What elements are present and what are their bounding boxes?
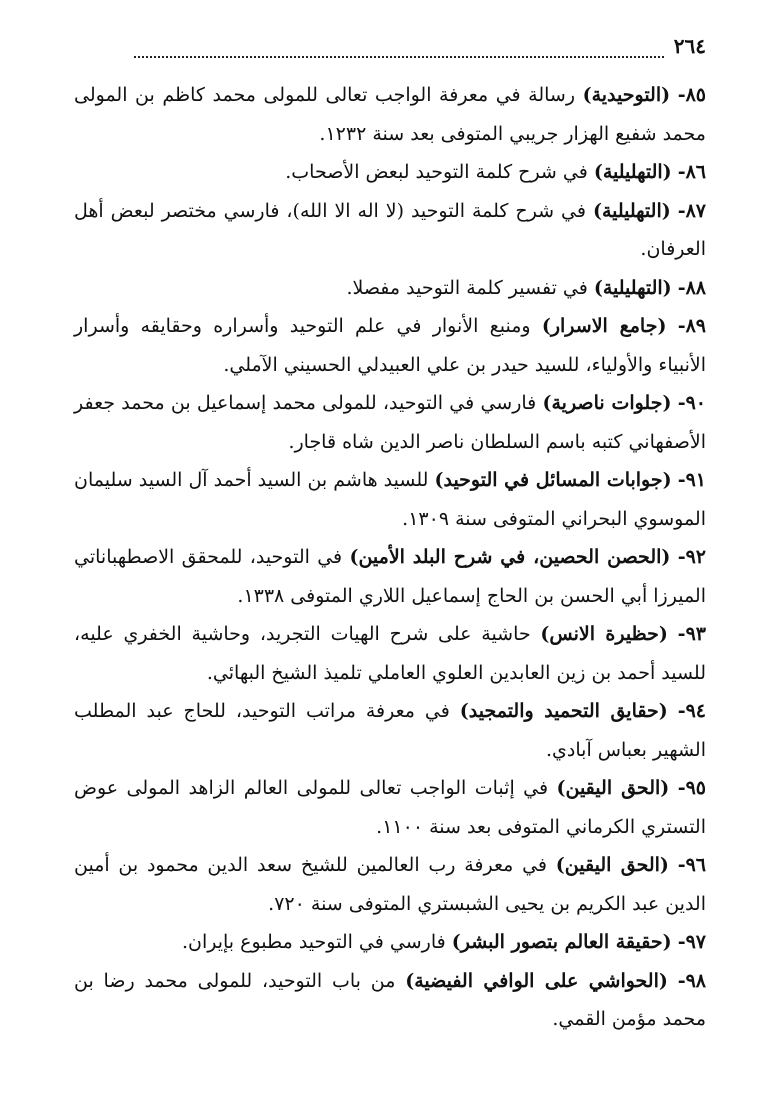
entry-description: للسيد هاشم بن السيد أحمد آل السيد سليمان الموسوي البحراني المتوفى سنة ١٣٠٩. (74, 469, 706, 530)
entry-number: ٩٤- (677, 700, 706, 722)
entry-title: (الحق اليقين) (556, 777, 670, 799)
entry-title: (التهليلية) (593, 276, 672, 299)
entry-number: ٨٥- (677, 84, 706, 106)
list-item (74, 615, 706, 692)
entry-description: في شرح كلمة التوحيد (لا اله الا الله)، فارسي مختصر لبعض أهل العرفان. (74, 199, 706, 260)
entry-description: في التوحيد، للمحقق الاصطهباناتي الميرزا أبي الحسن بن الحاج إسماعيل اللاري المتوفى ١٣٣٨. (74, 546, 706, 607)
entry-title: (الحق اليقين) (555, 854, 669, 876)
list-item (74, 153, 706, 192)
entry-number: ٨٩- (677, 315, 707, 337)
entry-number: ٨٦- (677, 161, 706, 183)
list-item (74, 192, 706, 269)
entry-number: ٩١- (677, 469, 706, 491)
entry-title: (جوابات المسائل في التوحيد) (434, 469, 672, 491)
entry-description: حاشية على شرح الهيات التجريد، وحاشية الخفري عليه، للسيد أحمد بن زين العابدين العلوي العاملي تلميذ الشيخ البهائي. (74, 623, 706, 684)
list-item (74, 461, 706, 538)
entry-title: (حظيرة الانس) (540, 623, 668, 645)
list-item (74, 538, 706, 615)
list-item (74, 76, 706, 153)
entry-number: ٩٨- (677, 969, 706, 992)
entry-title: (الحواشي على الوافي الفيضية) (405, 969, 668, 992)
entry-description: في تفسير كلمة التوحيد مفصلا. (346, 276, 588, 299)
entry-description: فارسي في التوحيد مطبوع بإيران. (181, 931, 446, 953)
entry-title: (التهليلية) (592, 199, 671, 222)
entry-title: (التوحيدية) (582, 84, 671, 106)
list-item (74, 846, 706, 923)
list-item (74, 692, 706, 769)
entry-number: ٨٧- (677, 199, 707, 222)
entry-title: (جلوات ناصرية) (542, 392, 672, 414)
entry-description: في معرفة رب العالمين للشيخ سعد الدين محمود بن أمين الدين عبد الكريم بن يحيى الشبستري المتوفى سنة ٧٢٠. (74, 854, 706, 915)
page-number: ٢٦٤ (673, 34, 706, 58)
entry-number: ٩٣- (677, 623, 706, 645)
list-item (74, 307, 706, 384)
list-item (74, 384, 706, 461)
document-page (74, 28, 706, 1078)
header-dotted-rule (134, 40, 664, 58)
entry-title: (حقايق التحميد والتمجيد) (459, 700, 668, 722)
entry-number: ٩٧- (677, 931, 706, 953)
entry-number: ٩٦- (677, 854, 706, 876)
entry-title: (جامع الاسرار) (541, 315, 667, 337)
entry-title: (حقيقة العالم بتصور البشر) (451, 931, 672, 953)
entry-description: في معرفة مراتب التوحيد، للحاج عبد المطلب الشهير بعباس آبادي. (74, 700, 706, 761)
entry-description: ومنبع الأنوار في علم التوحيد وأسراره وحقايقه وأسرار الأنبياء والأولياء، للسيد حيدر بن علي العبيدلي الحسيني الآملي. (74, 315, 706, 376)
entry-description: فارسي في التوحيد، للمولى محمد إسماعيل بن محمد جعفر الأصفهاني كتبه باسم السلطان ناصر الدين شاه قاجار. (74, 392, 706, 453)
list-item (74, 769, 706, 846)
entry-title: (التهليلية) (593, 161, 672, 183)
list-item (74, 269, 706, 308)
entry-description: في شرح كلمة التوحيد لبعض الأصحاب. (285, 161, 588, 183)
list-item (74, 962, 706, 1039)
entry-number: ٩٢- (677, 546, 707, 568)
entry-description: في إثبات الواجب تعالى للمولى العالم الزاهد المولى عوض التستري الكرماني المتوفى بعد سنة ١١٠٠. (74, 777, 706, 838)
bibliography-list (74, 76, 706, 1039)
entry-number: ٩٠- (677, 392, 706, 414)
entry-title: (الحصن الحصين، في شرح البلد الأمين) (349, 546, 671, 568)
list-item (74, 923, 706, 962)
entry-description: رسالة في معرفة الواجب تعالى للمولى محمد كاظم بن المولى محمد شفيع الهزار جريبي المتوفى بعد سنة ١٢٣٢. (74, 84, 706, 145)
entry-number: ٩٥- (677, 777, 706, 799)
entry-description: من باب التوحيد، للمولى محمد رضا بن محمد مؤمن القمي. (74, 969, 706, 1030)
page-header (74, 28, 706, 58)
entry-number: ٨٨- (677, 276, 706, 299)
